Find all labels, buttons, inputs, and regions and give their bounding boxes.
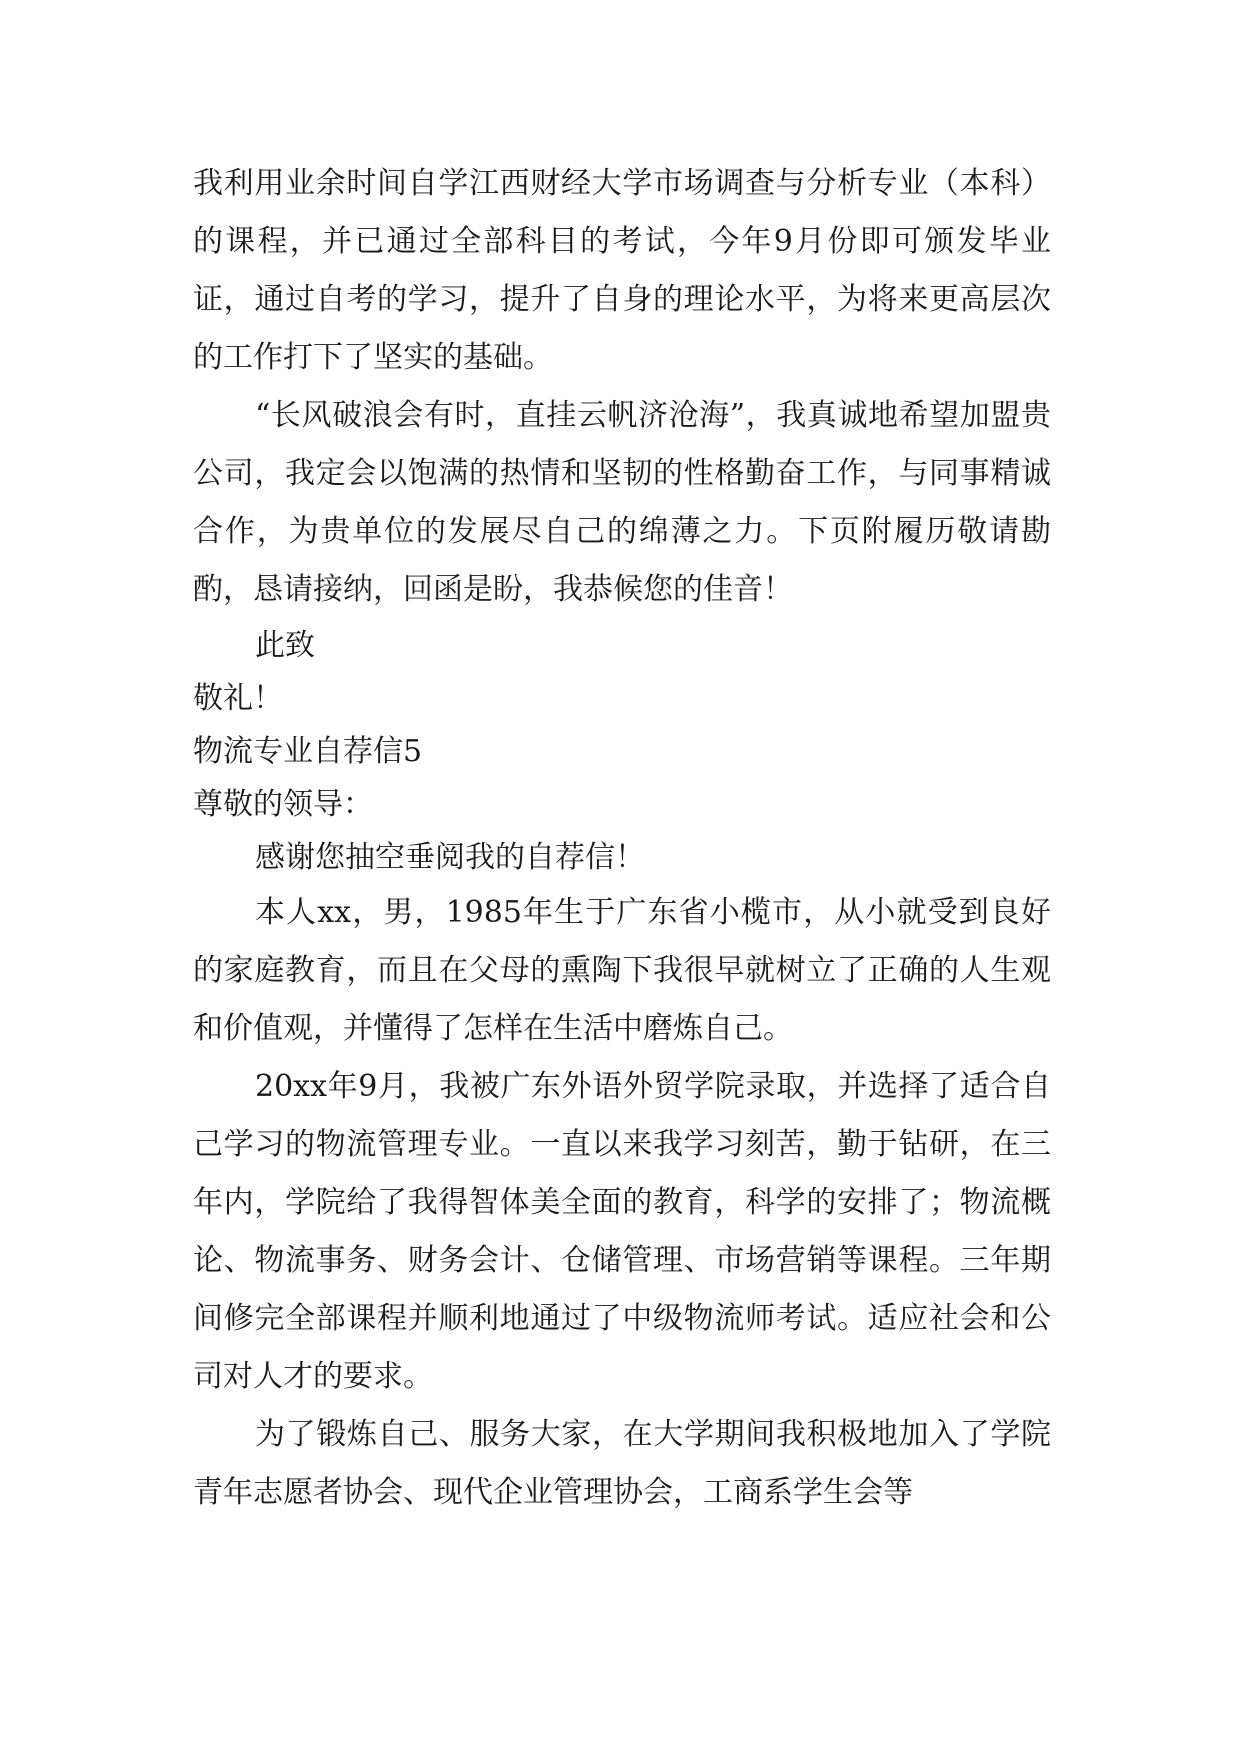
closing-salutation: 此致 bbox=[255, 628, 315, 663]
paragraph-self-study: 我利用业余时间自学江西财经大学市场调查与分析专业（本科）的课程，并已通过全部科目的考试，今年9月份即可颁发毕业证，通过自考的学习，提升了自身的理论水平，为将来更高层次的工作打下了坚实的基础。 bbox=[193, 166, 1051, 375]
paragraph-thanks: 感谢您抽空垂阅我的自荐信！ bbox=[255, 840, 645, 875]
closing-regards: 敬礼！ bbox=[193, 681, 283, 716]
greeting: 尊敬的领导： bbox=[193, 787, 373, 822]
section-title: 物流专业自荐信5 bbox=[193, 734, 423, 769]
document-body bbox=[193, 155, 1051, 1522]
paragraph-background: 本人xx，男，1985年生于广东省小榄市，从小就受到良好的家庭教育，而且在父母的熏陶下我很早就树立了正确的人生观和价值观，并懂得了怎样在生活中磨炼自己。 bbox=[193, 895, 1051, 1046]
paragraph-aspiration: “长风破浪会有时，直挂云帆济沧海”，我真诚地希望加盟贵公司，我定会以饱满的热情和坚韧的性格勤奋工作，与同事精诚合作，为贵单位的发展尽自己的绵薄之力。下页附履历敬请勘酌，恳请接纳，回函是盼，我恭候您的佳音！ bbox=[193, 398, 1051, 607]
paragraph-education: 20xx年9月，我被广东外语外贸学院录取，并选择了适合自己学习的物流管理专业。一直以来我学习刻苦，勤于钻研，在三年内，学院给了我得智体美全面的教育，科学的安排了；物流概论、物流事务、财务会计、仓储管理、市场营销等课程。三年期间修完全部课程并顺利地通过了中级物流师考试。适应社会和公司对人才的要求。 bbox=[193, 1069, 1051, 1394]
paragraph-activities: 为了锻炼自己、服务大家，在大学期间我积极地加入了学院青年志愿者协会、现代企业管理协会，工商系学生会等 bbox=[193, 1417, 1051, 1510]
